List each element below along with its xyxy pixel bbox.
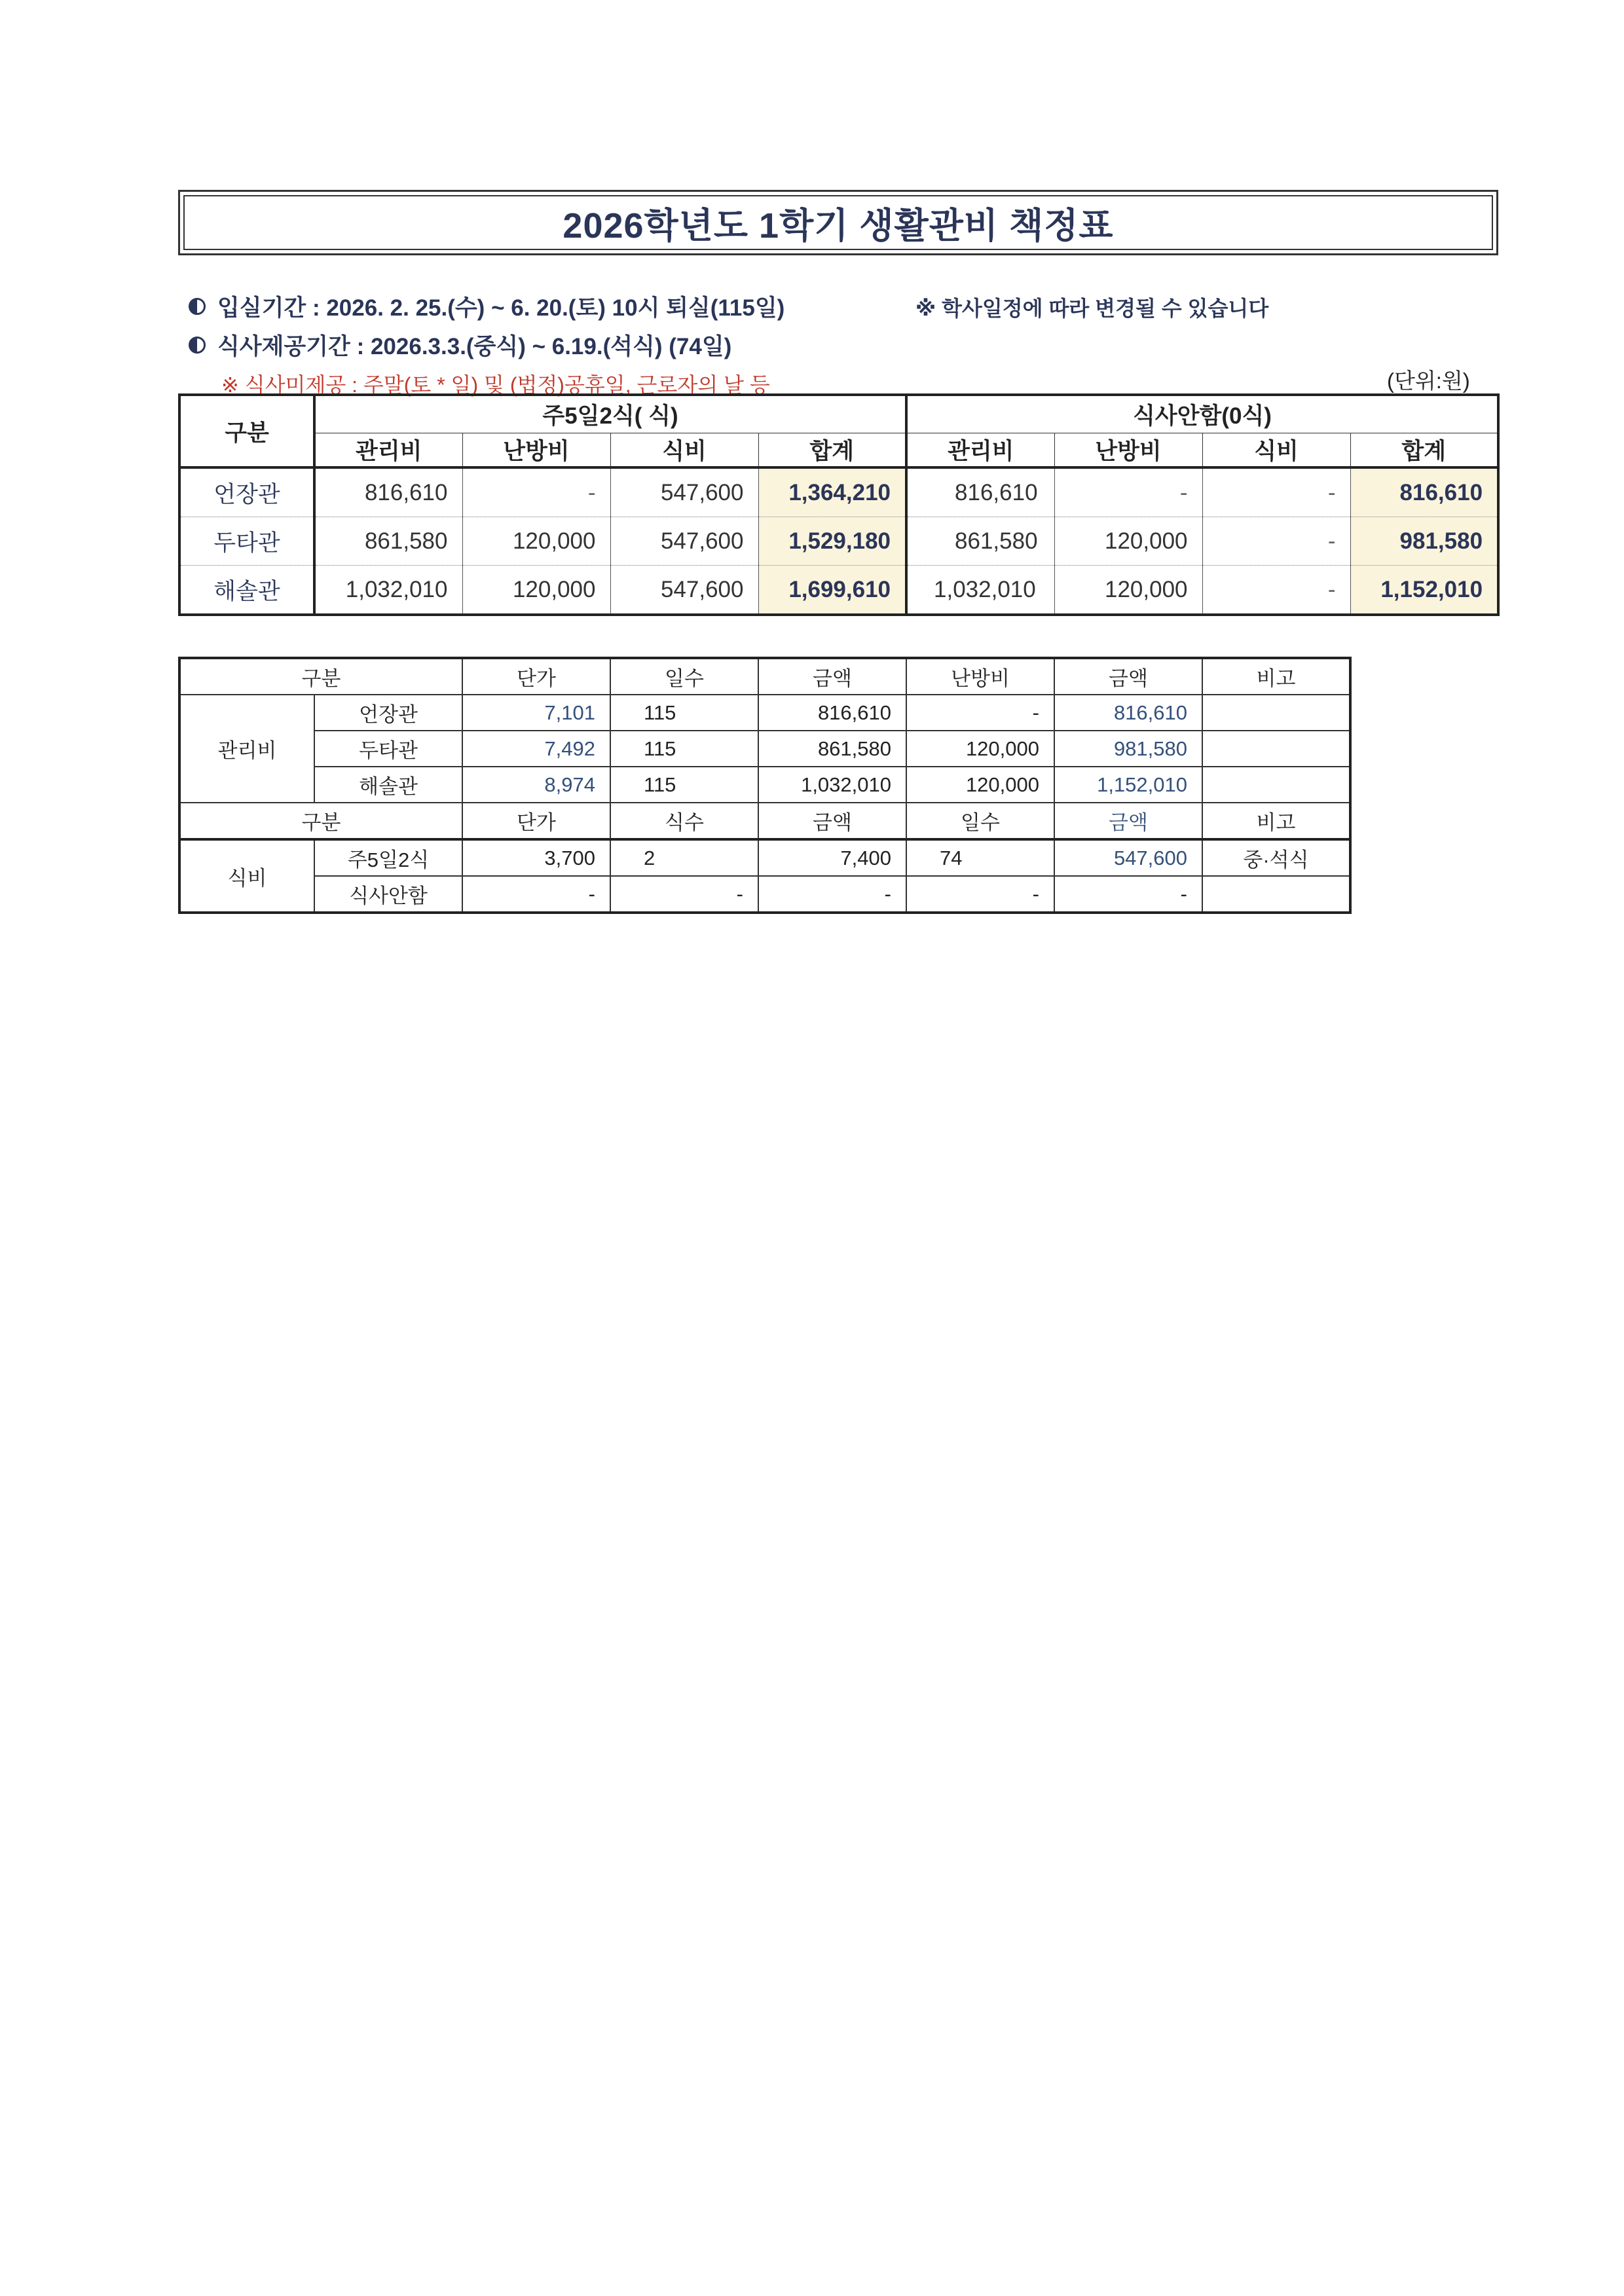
detail-header-row xyxy=(179,658,1350,695)
note xyxy=(1202,731,1350,767)
dorm-name: 언장관 xyxy=(179,467,314,517)
amount: 1,032,010 xyxy=(758,767,906,803)
subheader-mgmt: 관리비 xyxy=(314,433,462,468)
category-header: 구분 xyxy=(179,395,314,467)
meal-period-text: 식사제공기간 : 2026.3.3.(중식) ~ 6.19.(석식) (74일) xyxy=(217,334,732,359)
amount: 816,610 xyxy=(758,695,906,731)
fee-detail-table xyxy=(178,657,1352,914)
heating-fee: - xyxy=(462,467,610,517)
move-in-period xyxy=(189,290,784,323)
meals: 2 xyxy=(610,839,758,876)
mgmt-fee: 816,610 xyxy=(314,467,462,517)
meal-fee: 547,600 xyxy=(610,517,758,566)
subheader-total: 합계 xyxy=(758,433,906,468)
table-row xyxy=(179,839,1350,876)
meal-exclusion-note: ※ 식사미제공 : 주말(토 * 일) 및 (법정)공휴일, 근로자의 날 등 xyxy=(221,373,770,397)
header-category: 구분 xyxy=(179,658,462,695)
table-row xyxy=(179,767,1350,803)
unit-price: 7,492 xyxy=(462,731,610,767)
meal-plan-name: 주5일2식 xyxy=(314,839,462,876)
heating-fee: 120,000 xyxy=(462,566,610,615)
header-days: 일수 xyxy=(906,803,1054,839)
table-row xyxy=(179,876,1350,913)
total: 547,600 xyxy=(1054,839,1202,876)
days: 115 xyxy=(610,695,758,731)
subheader-heating: 난방비 xyxy=(1054,433,1202,468)
header-total: 금액 xyxy=(1054,658,1202,695)
dorm-name: 해솔관 xyxy=(179,566,314,615)
days: 115 xyxy=(610,731,758,767)
meal-period xyxy=(189,329,731,361)
amount: 7,400 xyxy=(758,839,906,876)
meal-fee: - xyxy=(1202,517,1350,566)
total-fee: 1,529,180 xyxy=(758,517,906,566)
dorm-name: 두타관 xyxy=(179,517,314,566)
total-fee: 816,610 xyxy=(1350,467,1498,517)
dorm-name: 두타관 xyxy=(314,731,462,767)
header-category: 구분 xyxy=(179,803,462,839)
total-fee: 1,152,010 xyxy=(1350,566,1498,615)
table-row xyxy=(179,731,1350,767)
dorm-name: 언장관 xyxy=(314,695,462,731)
days: 74 xyxy=(906,839,1054,876)
header-heating: 난방비 xyxy=(906,658,1054,695)
mgmt-fee: 861,580 xyxy=(314,517,462,566)
subheader-mgmt: 관리비 xyxy=(906,433,1054,468)
heating: 120,000 xyxy=(906,731,1054,767)
amount: 861,580 xyxy=(758,731,906,767)
subheader-meal: 식비 xyxy=(1202,433,1350,468)
total: 981,580 xyxy=(1054,731,1202,767)
total: 1,152,010 xyxy=(1054,767,1202,803)
group-header-nomeal: 식사안함(0식) xyxy=(906,395,1498,433)
unit-price: 3,700 xyxy=(462,839,610,876)
total-fee: 981,580 xyxy=(1350,517,1498,566)
meal-fee: - xyxy=(1202,467,1350,517)
total-fee: 1,699,610 xyxy=(758,566,906,615)
heating-fee: 120,000 xyxy=(1054,566,1202,615)
subheader-total: 합계 xyxy=(1350,433,1498,468)
unit-price: - xyxy=(462,876,610,913)
subheader-heating: 난방비 xyxy=(462,433,610,468)
heating: - xyxy=(906,695,1054,731)
schedule-notice: ※ 학사일정에 따라 변경될 수 있습니다 xyxy=(915,297,1269,320)
total: 816,610 xyxy=(1054,695,1202,731)
half-circle-icon xyxy=(189,337,206,354)
note xyxy=(1202,695,1350,731)
note xyxy=(1202,767,1350,803)
note xyxy=(1202,876,1350,913)
mgmt-fee: 1,032,010 xyxy=(314,566,462,615)
note: 중·석식 xyxy=(1202,839,1350,876)
header-unit-price: 단가 xyxy=(462,658,610,695)
table-row xyxy=(179,566,1498,615)
meal-plan-name: 식사안함 xyxy=(314,876,462,913)
table-row xyxy=(179,467,1498,517)
mgmt-fee: 861,580 xyxy=(906,517,1054,566)
heating-fee: 120,000 xyxy=(462,517,610,566)
header-unit-price: 단가 xyxy=(462,803,610,839)
header-total: 금액 xyxy=(1054,803,1202,839)
move-in-text: 입실기간 : 2026. 2. 25.(수) ~ 6. 20.(토) 10시 퇴실(115일) xyxy=(217,295,785,321)
amount: - xyxy=(758,876,906,913)
title-box xyxy=(178,190,1498,255)
days: - xyxy=(906,876,1054,913)
subheader-meal: 식비 xyxy=(610,433,758,468)
meals: - xyxy=(610,876,758,913)
table-row xyxy=(179,695,1350,731)
meal-fee: - xyxy=(1202,566,1350,615)
unit-price: 8,974 xyxy=(462,767,610,803)
heating-fee: - xyxy=(1054,467,1202,517)
heating-fee: 120,000 xyxy=(1054,517,1202,566)
detail-header-row xyxy=(179,803,1350,839)
fee-summary-table xyxy=(178,393,1500,616)
header-amount: 금액 xyxy=(758,803,906,839)
unit-price: 7,101 xyxy=(462,695,610,731)
mgmt-category-label: 관리비 xyxy=(179,695,314,803)
header-note: 비고 xyxy=(1202,658,1350,695)
mgmt-fee: 1,032,010 xyxy=(906,566,1054,615)
page-title: 2026학년도 1학기 생활관비 책정표 xyxy=(183,195,1493,250)
group-header-2meals: 주5일2식( 식) xyxy=(314,395,906,433)
total-fee: 1,364,210 xyxy=(758,467,906,517)
heating: 120,000 xyxy=(906,767,1054,803)
header-amount: 금액 xyxy=(758,658,906,695)
days: 115 xyxy=(610,767,758,803)
meal-fee: 547,600 xyxy=(610,566,758,615)
meal-category-label: 식비 xyxy=(179,839,314,913)
header-meals: 식수 xyxy=(610,803,758,839)
half-circle-icon xyxy=(189,298,206,315)
dorm-name: 해솔관 xyxy=(314,767,462,803)
mgmt-fee: 816,610 xyxy=(906,467,1054,517)
total: - xyxy=(1054,876,1202,913)
table-row xyxy=(179,517,1498,566)
unit-label: (단위:원) xyxy=(1387,369,1470,393)
header-days: 일수 xyxy=(610,658,758,695)
meal-fee: 547,600 xyxy=(610,467,758,517)
header-note: 비고 xyxy=(1202,803,1350,839)
